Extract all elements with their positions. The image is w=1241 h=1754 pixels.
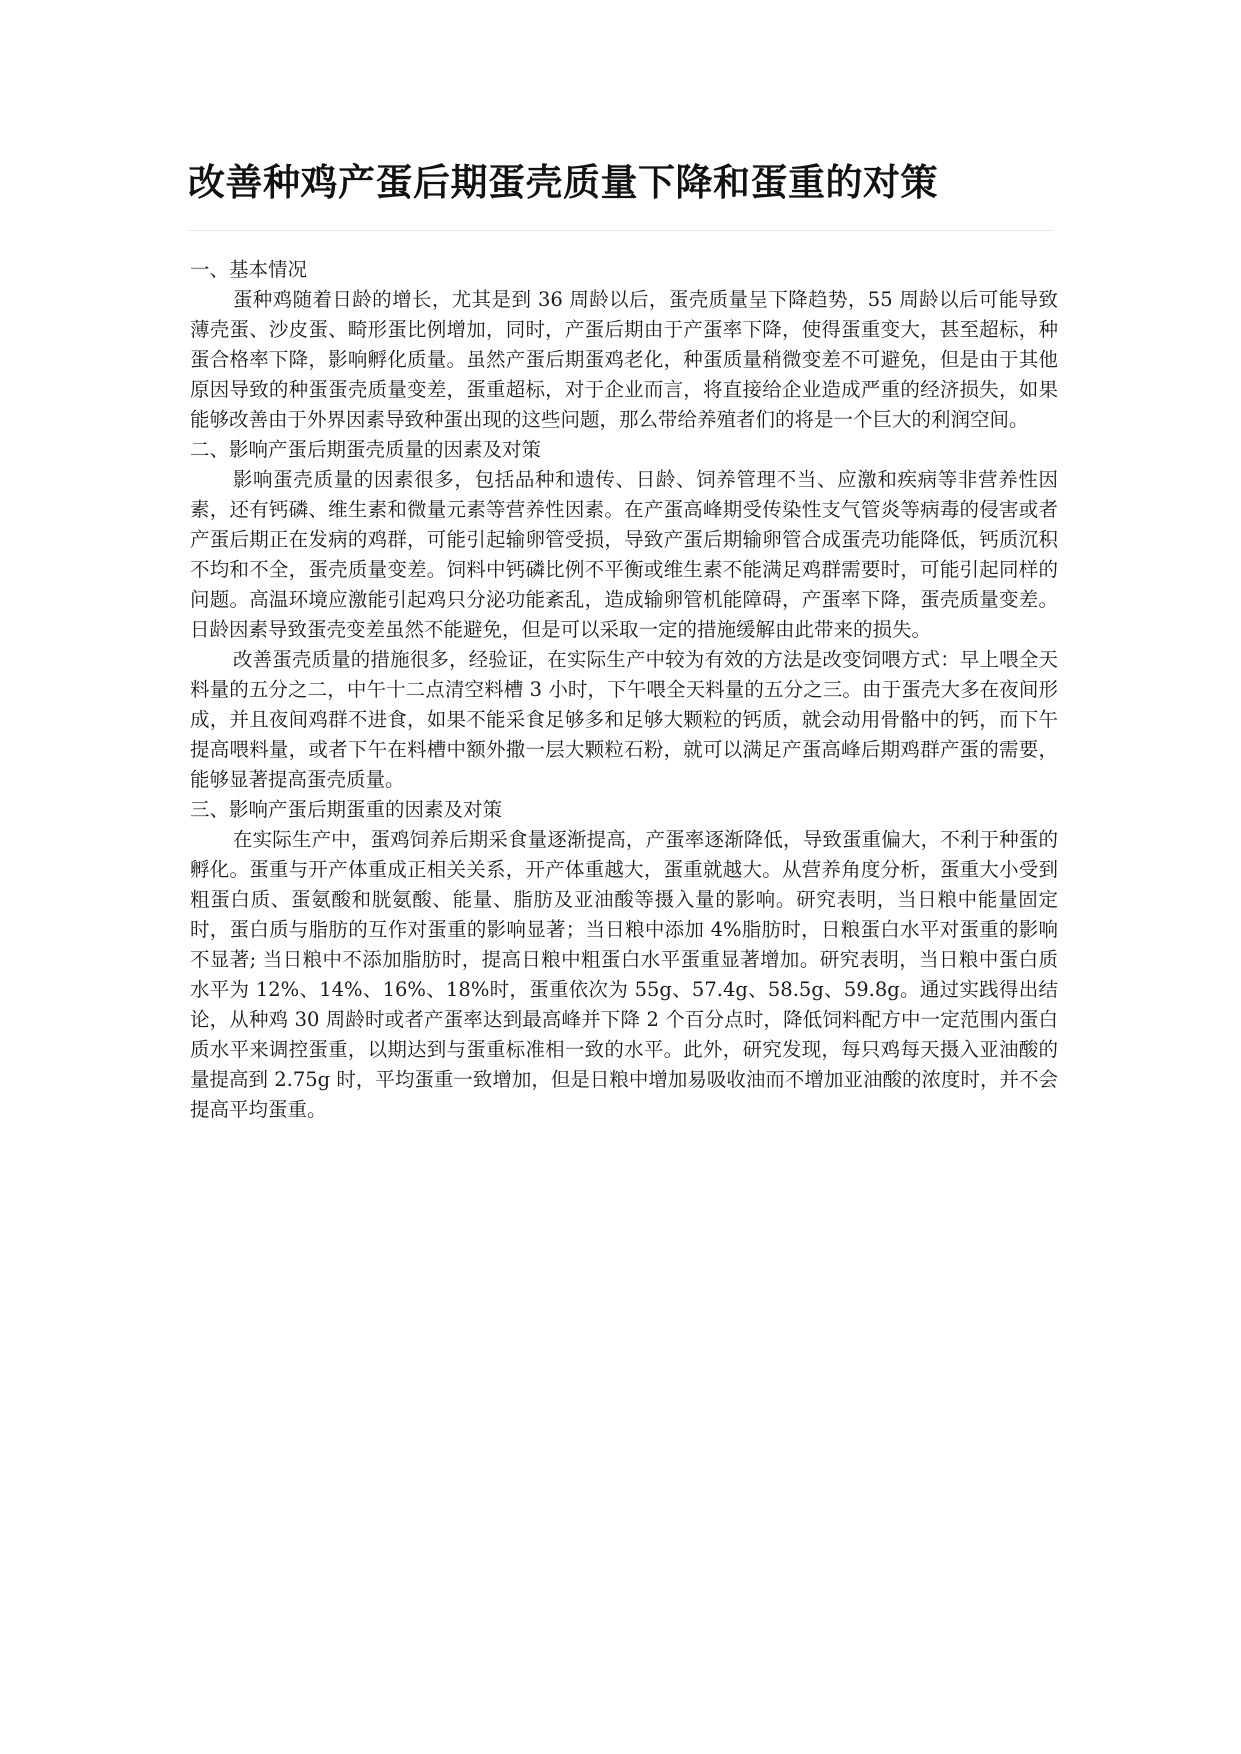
section-heading: 二、影响产蛋后期蛋壳质量的因素及对策 <box>190 438 542 461</box>
section-heading: 一、基本情况 <box>190 258 308 281</box>
paragraph: 蛋种鸡随着日龄的增长，尤其是到 36 周龄以后，蛋壳质量呈下降趋势，55 周龄以后可能导致薄壳蛋、沙皮蛋、畸形蛋比例增加，同时，产蛋后期由于产蛋率下降，使得蛋重变大，甚至超标，种蛋合格率下降，影响孵化质量。虽然产蛋后期蛋鸡老化，种蛋质量稍微变差不可避免，但是由于其他原因导致的种蛋蛋壳质量变差，蛋重超标，对于企业而言，将直接给企业造成严重的经济损失，如果能够改善由于外界因素导致种蛋出现的这些问题，那么带给养殖者们的将是一个巨大的利润空间。 <box>190 288 1058 431</box>
title-divider <box>188 230 1053 231</box>
document-title: 改善种鸡产蛋后期蛋壳质量下降和蛋重的对策 <box>188 161 938 204</box>
section-egg-weight <box>190 795 1058 1125</box>
document-body <box>190 255 1058 1125</box>
section-eggshell-quality <box>190 435 1058 795</box>
paragraph: 影响蛋壳质量的因素很多，包括品种和遗传、日龄、饲养管理不当、应激和疾病等非营养性因素，还有钙磷、维生素和微量元素等营养性因素。在产蛋高峰期受传染性支气管炎等病毒的侵害或者产蛋后期正在发病的鸡群，可能引起输卵管受损，导致产蛋后期输卵管合成蛋壳功能降低，钙质沉积不均和不全，蛋壳质量变差。饲料中钙磷比例不平衡或维生素不能满足鸡群需要时，可能引起同样的问题。高温环境应激能引起鸡只分泌功能紊乱，造成输卵管机能障碍，产蛋率下降，蛋壳质量变差。日龄因素导致蛋壳变差虽然不能避免，但是可以采取一定的措施缓解由此带来的损失。 <box>190 468 1058 641</box>
section-basic-situation <box>190 255 1058 435</box>
paragraph: 在实际生产中，蛋鸡饲养后期采食量逐渐提高，产蛋率逐渐降低，导致蛋重偏大，不利于种蛋的孵化。蛋重与开产体重成正相关关系，开产体重越大，蛋重就越大。从营养角度分析，蛋重大小受到粗蛋白质、蛋氨酸和胱氨酸、能量、脂肪及亚油酸等摄入量的影响。研究表明，当日粮中能量固定时，蛋白质与脂肪的互作对蛋重的影响显著；当日粮中添加 4%脂肪时，日粮蛋白水平对蛋重的影响不显著; 当日粮中不添加脂肪时，提高日粮中粗蛋白水平蛋重显著增加。研究表明，当日粮中蛋白质水平为 12%、14%、16%、18%时，蛋重依次为 55g、57.4g、58.5g、59.8g。通过实践得出结论，从种鸡 30 周龄时或者产蛋率达到最高峰并下降 2 个百分点时，降低饲料配方中一定范围内蛋白质水平来调控蛋重，以期达到与蛋重标准相一致的水平。此外，研究发现，每只鸡每天摄入亚油酸的量提高到 2.75g 时，平均蛋重一致增加，但是日粮中增加易吸收油而不增加亚油酸的浓度时，并不会提高平均蛋重。 <box>190 828 1058 1121</box>
paragraph: 改善蛋壳质量的措施很多，经验证，在实际生产中较为有效的方法是改变饲喂方式：早上喂全天料量的五分之二，中午十二点清空料槽 3 小时，下午喂全天料量的五分之三。由于蛋壳大多在夜间形成，并且夜间鸡群不进食，如果不能采食足够多和足够大颗粒的钙质，就会动用骨骼中的钙，而下午提高喂料量，或者下午在料槽中额外撒一层大颗粒石粉，就可以满足产蛋高峰后期鸡群产蛋的需要，能够显著提高蛋壳质量。 <box>190 648 1058 791</box>
section-heading: 三、影响产蛋后期蛋重的因素及对策 <box>190 798 503 821</box>
